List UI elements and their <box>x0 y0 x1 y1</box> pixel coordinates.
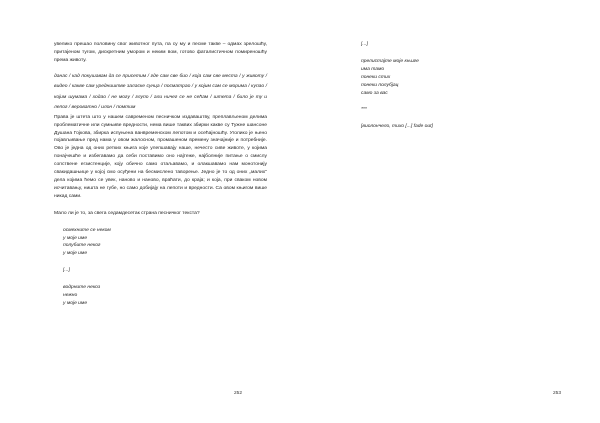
page-number-left: 252 <box>234 391 243 396</box>
poem-line: понеки стих <box>361 74 391 80</box>
section-stars: *** <box>361 107 367 113</box>
quoted-verse: данас / кад покушавам да се присетим / где сам све био / која сам све места / у животу / видео / какве сам уредништве заласке сунца / посматрао / у којим сам се морима / купао / којим шумама / ходао / не могу / глупо / али ничег се не сећам / штета / било је ту и лепог / вероватно / илон / помтим <box>54 73 267 111</box>
poem-line: осмехните се неком <box>63 227 111 233</box>
poem-line: понеки полубјац <box>361 82 399 88</box>
poem-line: у моје име <box>63 251 88 257</box>
poem-line: водрните некоз <box>63 285 101 291</box>
poem-line: има тамо <box>361 66 385 72</box>
intro-paragraph: увелико прешао половину свог животног пута, па су му и песме такве – одмах зрелошћу, притајеном тугом, дискретним умором и неким вом, готово фаталистичном помиреношћу према животу. <box>54 42 267 63</box>
poem-line: нежно <box>63 293 78 299</box>
body-paragraph: Права је штета што у нашем савременом песничком издаваштву, преплављеном делима проблематичне или сумњиве вредности, нема више таквих збирки какве су Тужне шансоне Душана Гојкова, збирка испуњена ванвременском лепотом и осећајношћу. Уголико је њено појављивање пред нама у овом жалосном, промашеном времену значајније и потребније. Ово је једна од оних ретких књига које улепшавају наше, нечесто сиве животе, у којима понајчешће и избегавамо да себи поставимо оно најтеже, најболније питање о смислу сопствене егзистенције, коју обично само отаљавамо, и олакшавамо нам монотонију свакидашњице у којој смо осуђени на бесмислено тавoрење. Једно је то од оних „малих" дела којима ћемо се увек, наново и наново, враћати, до краја; и која, при сваком новом исчитавању, ништа не губе, но само добијају на лепоти и вредности. Са овом књигом више никад сами. <box>54 114 267 199</box>
poem-line: полубите неког <box>63 243 101 249</box>
poem-ellipsis: [...] <box>361 42 368 47</box>
poem-line: само за вас <box>361 90 388 96</box>
page-number-right: 253 <box>553 391 562 396</box>
question-line: Мало ли је то, за свега седамдесетак страна песничког текста? <box>54 210 200 216</box>
poem-line: у моје име <box>63 300 88 306</box>
poem-excerpt <box>63 227 267 308</box>
closing-line: [виолончело, тихо [...] fade out] <box>361 124 433 130</box>
right-text-block <box>361 41 531 131</box>
left-text-block <box>54 41 267 308</box>
poem-line: у моје име <box>63 235 88 241</box>
poem-ellipsis: [...] <box>63 268 70 274</box>
poem-line: прелистајте моје књиге <box>361 58 419 64</box>
